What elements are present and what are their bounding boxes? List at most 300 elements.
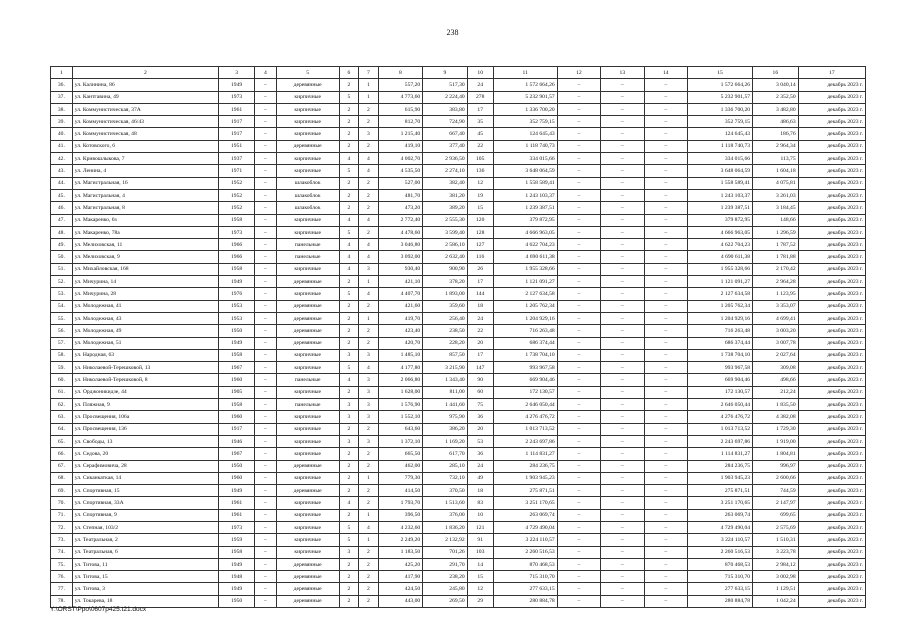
table-cell: 53. [51, 288, 73, 300]
table-cell: 716 263,48 [687, 325, 752, 337]
table-cell: 2 243 697,86 [493, 435, 557, 447]
table-cell: 12 [467, 583, 493, 595]
table-cell: 60. [51, 374, 73, 386]
table-cell: 1949 [219, 276, 255, 288]
table-row [51, 263, 866, 275]
table-cell: 417,90 [378, 571, 422, 583]
table-cell: – [557, 509, 600, 521]
table-cell: – [601, 116, 644, 128]
table-cell: 1 729,30 [753, 423, 799, 435]
table-cell: 24 [467, 312, 493, 324]
table-cell: 2 984,12 [753, 558, 799, 570]
table-cell: – [557, 337, 600, 349]
table-cell: 1 204 929,16 [687, 312, 752, 324]
table-row [51, 91, 866, 103]
table-cell: 2 632,40 [423, 251, 467, 263]
column-number-header: 7 [359, 67, 379, 79]
table-cell: ул. Токарева, 18 [72, 595, 219, 607]
table-cell: 2 [339, 116, 359, 128]
table-cell: 49 [467, 472, 493, 484]
table-row [51, 534, 866, 546]
table-cell: 424,50 [378, 583, 422, 595]
table-cell: – [644, 91, 687, 103]
table-cell: 2 [339, 386, 359, 398]
table-cell: кирпичные [276, 509, 339, 521]
table-cell: 2 [359, 177, 379, 189]
table-cell: декабрь 2023 г. [798, 79, 865, 91]
table-cell: – [557, 362, 600, 374]
table-cell: 74. [51, 546, 73, 558]
table-cell: 15 [467, 202, 493, 214]
column-number-header: 14 [644, 67, 687, 79]
table-cell: – [601, 386, 644, 398]
table-cell: 4 232,60 [378, 521, 422, 533]
table-cell: 63. [51, 411, 73, 423]
table-cell: 2 [339, 509, 359, 521]
table-cell: 716 263,48 [493, 325, 557, 337]
table-cell: декабрь 2023 г. [798, 116, 865, 128]
table-cell: 352 759,15 [493, 116, 557, 128]
table-cell: декабрь 2023 г. [798, 153, 865, 165]
table-cell: ул. Мичурина, 14 [72, 276, 219, 288]
table-cell: 275 871,51 [687, 485, 752, 497]
table-cell: кирпичные [276, 226, 339, 238]
table-cell: – [557, 448, 600, 460]
table-cell: 870 468,53 [687, 558, 752, 570]
table-cell: деревянные [276, 485, 339, 497]
table-cell: 557,20 [378, 79, 422, 91]
table-cell: 1 243 103,37 [493, 189, 557, 201]
table-cell: 4 [359, 165, 379, 177]
table-cell: 280 884,78 [493, 595, 557, 607]
table-cell: 48. [51, 226, 73, 238]
table-cell: 69. [51, 485, 73, 497]
table-cell: 278 [467, 91, 493, 103]
table-row [51, 300, 866, 312]
table-cell: 1 836,20 [423, 521, 467, 533]
table-cell: 1 013 713,52 [687, 423, 752, 435]
table-cell: 2 964,28 [753, 276, 799, 288]
table-cell: – [601, 300, 644, 312]
table-cell: – [557, 521, 600, 533]
table-row [51, 386, 866, 398]
table-cell: 17 [467, 349, 493, 361]
table-cell: 36 [467, 411, 493, 423]
table-cell: 4 [339, 251, 359, 263]
table-cell: 1973 [219, 521, 255, 533]
table-cell: 2 [359, 571, 379, 583]
table-cell: 291,70 [423, 558, 467, 570]
table-cell: панельные [276, 251, 339, 263]
table-cell: – [557, 312, 600, 324]
table-cell: 228,20 [423, 337, 467, 349]
table-cell: 2 [359, 546, 379, 558]
table-cell: 275 871,51 [493, 485, 557, 497]
table-cell: кирпичные [276, 448, 339, 460]
table-cell: ул. Спортивная, 33А [72, 497, 219, 509]
table-cell: – [601, 423, 644, 435]
table-cell: 370,50 [423, 485, 467, 497]
table-cell: ул. Орджоникидзе, 44 [72, 386, 219, 398]
column-number-header: 8 [378, 67, 422, 79]
table-cell: 172 130,57 [493, 386, 557, 398]
table-cell: 1 835,50 [753, 399, 799, 411]
table-cell: 5 232 901,57 [493, 91, 557, 103]
table-cell: 52. [51, 276, 73, 288]
table-cell: – [557, 546, 600, 558]
table-cell: 1 243 103,37 [687, 189, 752, 201]
table-cell: – [644, 251, 687, 263]
table-cell: ул. Театральная, 2 [72, 534, 219, 546]
table-cell: декабрь 2023 г. [798, 103, 865, 115]
table-cell: 39. [51, 116, 73, 128]
table-cell: 2 [359, 595, 379, 607]
table-cell: кирпичные [276, 349, 339, 361]
table-cell: 2 [359, 189, 379, 201]
table-cell: декабрь 2023 г. [798, 558, 865, 570]
table-cell: 4 177,80 [378, 362, 422, 374]
table-cell: 4 [359, 288, 379, 300]
table-cell: 1 [359, 276, 379, 288]
table-cell: – [255, 325, 277, 337]
table-cell: 1946 [219, 435, 255, 447]
table-row [51, 226, 866, 238]
table-row [51, 595, 866, 607]
table-cell: – [644, 79, 687, 91]
table-cell: 1 205 762,34 [493, 300, 557, 312]
table-cell: 1 955 328,66 [687, 263, 752, 275]
table-cell: декабрь 2023 г. [798, 226, 865, 238]
table-cell: – [255, 337, 277, 349]
table-cell: декабрь 2023 г. [798, 472, 865, 484]
table-cell: 2 [339, 276, 359, 288]
table-cell: 1958 [219, 214, 255, 226]
table-cell: 47. [51, 214, 73, 226]
table-cell: – [255, 140, 277, 152]
table-cell: 2 132,92 [423, 534, 467, 546]
table-cell: 186,76 [753, 128, 799, 140]
table-cell: – [557, 128, 600, 140]
table-cell: – [557, 472, 600, 484]
table-cell: – [557, 189, 600, 201]
table-cell: 36. [51, 79, 73, 91]
table-cell: 2 575,69 [753, 521, 799, 533]
table-cell: – [601, 91, 644, 103]
table-cell: 4 276 476,72 [687, 411, 752, 423]
table-cell: кирпичные [276, 153, 339, 165]
column-number-header: 12 [557, 67, 600, 79]
table-cell: 263 069,74 [687, 509, 752, 521]
table-cell: 1 804,81 [753, 448, 799, 460]
table-cell: 615,90 [378, 103, 422, 115]
table-cell: ул. Молодежная, 51 [72, 337, 219, 349]
table-cell: 2 [339, 460, 359, 472]
table-cell: – [255, 583, 277, 595]
table-cell: – [601, 435, 644, 447]
table-cell: – [601, 472, 644, 484]
table-cell: 870 468,53 [493, 558, 557, 570]
table-cell: 993 967,58 [687, 362, 752, 374]
table-cell: 1976 [219, 288, 255, 300]
table-cell: – [557, 423, 600, 435]
table-cell: – [557, 226, 600, 238]
table-cell: 10 [467, 509, 493, 521]
table-cell: 421,60 [378, 300, 422, 312]
table-cell: – [644, 128, 687, 140]
table-cell: 1 114 831,27 [687, 448, 752, 460]
table-cell: 1960 [219, 411, 255, 423]
table-cell: 425,20 [378, 558, 422, 570]
table-cell: 64. [51, 423, 73, 435]
table-cell: ул. Михайловская, 168 [72, 263, 219, 275]
table-cell: 811,00 [423, 386, 467, 398]
table-cell: деревянные [276, 300, 339, 312]
table-cell: декабрь 2023 г. [798, 325, 865, 337]
table-cell: 12 [467, 177, 493, 189]
table-cell: 1 [359, 534, 379, 546]
table-cell: 3 [359, 399, 379, 411]
table-cell: 113,75 [753, 153, 799, 165]
table-cell: – [255, 116, 277, 128]
table-cell: 732,10 [423, 472, 467, 484]
table-cell: декабрь 2023 г. [798, 423, 865, 435]
table-row [51, 325, 866, 337]
table-cell: 724,90 [423, 116, 467, 128]
table-cell: 1 485,10 [378, 349, 422, 361]
table-cell: 3 223,78 [753, 546, 799, 558]
table-cell: 1973 [219, 226, 255, 238]
table-cell: 105 [467, 153, 493, 165]
table-cell: 1 013 713,52 [493, 423, 557, 435]
table-cell: 2 [339, 128, 359, 140]
table-cell: 3 [359, 374, 379, 386]
table-cell: 1 604,18 [753, 165, 799, 177]
table-row [51, 337, 866, 349]
table-cell: 24 [467, 460, 493, 472]
table-cell: кирпичные [276, 423, 339, 435]
table-cell: – [255, 276, 277, 288]
table-cell: – [255, 165, 277, 177]
table-cell: 2 586,10 [423, 239, 467, 251]
table-cell: декабрь 2023 г. [798, 300, 865, 312]
table-cell: – [644, 263, 687, 275]
file-path-footer: Y:\ORST\Ppo\0607p425.t21.docx [50, 606, 147, 613]
table-cell: 90 [467, 374, 493, 386]
table-cell: – [644, 300, 687, 312]
table-cell: 1 781,88 [753, 251, 799, 263]
table-cell: – [601, 571, 644, 583]
table-cell: 2 [339, 177, 359, 189]
table-cell: – [601, 103, 644, 115]
table-cell: 20 [467, 423, 493, 435]
table-cell: 4 [359, 153, 379, 165]
table-cell: 1961 [219, 497, 255, 509]
table-cell: 3 353,07 [753, 300, 799, 312]
table-cell: 256,40 [423, 312, 467, 324]
table-cell: 4 690 611,38 [687, 251, 752, 263]
table-cell: ул. Свободы, 13 [72, 435, 219, 447]
table-cell: 2 [339, 189, 359, 201]
table-cell: 667,40 [423, 128, 467, 140]
table-cell: ул. Коммунистическая, 37А [72, 103, 219, 115]
table-cell: ул. Магистральная, 4 [72, 189, 219, 201]
table-cell: ул. Титова, 11 [72, 558, 219, 570]
table-cell: 2 [339, 325, 359, 337]
table-cell: 715 310,70 [687, 571, 752, 583]
table-cell: ул. Молодежная, 43 [72, 312, 219, 324]
table-cell: – [557, 300, 600, 312]
table-cell: – [557, 485, 600, 497]
table-cell: деревянные [276, 595, 339, 607]
table-cell: 4 622 704,23 [493, 239, 557, 251]
table-cell: 38. [51, 103, 73, 115]
table-cell: 2 [339, 472, 359, 484]
table-cell: – [557, 558, 600, 570]
table-cell: – [601, 276, 644, 288]
table-cell: 2 [359, 325, 379, 337]
table-cell: декабрь 2023 г. [798, 276, 865, 288]
table-cell: – [557, 116, 600, 128]
table-cell: 4 690 611,38 [493, 251, 557, 263]
table-cell: 44. [51, 177, 73, 189]
table-cell: кирпичные [276, 214, 339, 226]
table-cell: 857,50 [423, 349, 467, 361]
table-cell: декабрь 2023 г. [798, 411, 865, 423]
column-number-header: 13 [601, 67, 644, 79]
table-cell: 1 903 945,23 [493, 472, 557, 484]
table-cell: 121 [467, 521, 493, 533]
table-cell: 386,20 [423, 423, 467, 435]
table-cell: – [255, 226, 277, 238]
table-cell: – [557, 374, 600, 386]
table-cell: 2 [359, 116, 379, 128]
table-row [51, 251, 866, 263]
table-cell: 1949 [219, 79, 255, 91]
table-cell: 1949 [219, 337, 255, 349]
table-cell: – [557, 165, 600, 177]
column-number-header: 10 [467, 67, 493, 79]
table-row [51, 312, 866, 324]
column-number-header: 2 [72, 67, 219, 79]
table-cell: 1958 [219, 349, 255, 361]
table-cell: деревянные [276, 460, 339, 472]
table-cell: – [255, 435, 277, 447]
table-cell: 29 [467, 595, 493, 607]
table-cell: – [557, 595, 600, 607]
table-cell: ул. Титова, 15 [72, 571, 219, 583]
table-cell: 900,90 [423, 263, 467, 275]
table-cell: 127 [467, 239, 493, 251]
table-cell: ул. Николаевой-Терешковой, 8 [72, 374, 219, 386]
table-cell: 3 599,40 [423, 226, 467, 238]
table-cell: кирпичные [276, 103, 339, 115]
table-cell: – [255, 509, 277, 521]
table-cell: – [557, 460, 600, 472]
table-cell: – [557, 435, 600, 447]
table-cell: 1950 [219, 460, 255, 472]
table-cell: 20 [467, 337, 493, 349]
table-cell: 779,30 [378, 472, 422, 484]
table-cell: декабрь 2023 г. [798, 521, 865, 533]
table-cell: 77. [51, 583, 73, 595]
table-cell: 17 [467, 276, 493, 288]
table-cell: 45 [467, 128, 493, 140]
table-cell: 359,60 [423, 300, 467, 312]
table-cell: 68. [51, 472, 73, 484]
table-cell: декабрь 2023 г. [798, 485, 865, 497]
table-cell: 238,50 [423, 325, 467, 337]
table-cell: 285,10 [423, 460, 467, 472]
table-cell: – [255, 595, 277, 607]
table-cell: – [255, 91, 277, 103]
table-cell: 5 [339, 362, 359, 374]
table-row [51, 435, 866, 447]
table-cell: 1 042,24 [753, 595, 799, 607]
table-cell: 78. [51, 595, 73, 607]
table-cell: 996,97 [753, 460, 799, 472]
table-cell: – [557, 497, 600, 509]
table-cell: 91 [467, 534, 493, 546]
table-cell: 3 [339, 546, 359, 558]
table-cell: 3 [359, 435, 379, 447]
column-number-header: 4 [255, 67, 277, 79]
table-cell: – [255, 460, 277, 472]
table-cell: 2 [339, 202, 359, 214]
table-cell: деревянные [276, 140, 339, 152]
column-number-header: 1 [51, 67, 73, 79]
table-cell: 1 793,70 [378, 497, 422, 509]
table-cell: 83 [467, 497, 493, 509]
table-cell: – [644, 521, 687, 533]
table-cell: декабрь 2023 г. [798, 251, 865, 263]
table-cell: – [255, 300, 277, 312]
table-cell: 2 127 634,58 [493, 288, 557, 300]
table-cell: декабрь 2023 г. [798, 509, 865, 521]
table-cell: – [601, 448, 644, 460]
table-cell: ул. Коммунистическая, 46/43 [72, 116, 219, 128]
table-cell: 72. [51, 521, 73, 533]
table-cell: 53 [467, 435, 493, 447]
table-cell: 2 600,66 [753, 472, 799, 484]
table-cell: кирпичные [276, 386, 339, 398]
table-cell: – [557, 91, 600, 103]
table-cell: 686 374,44 [493, 337, 557, 349]
table-cell: – [255, 362, 277, 374]
table-cell: 1 893,00 [423, 288, 467, 300]
table-cell: декабрь 2023 г. [798, 189, 865, 201]
table-cell: 1 738 704,10 [687, 349, 752, 361]
table-cell: – [557, 411, 600, 423]
table-cell: 43. [51, 165, 73, 177]
table-cell: 17 [467, 103, 493, 115]
table-cell: декабрь 2023 г. [798, 571, 865, 583]
table-cell: кирпичные [276, 534, 339, 546]
table-cell: 51. [51, 263, 73, 275]
table-cell: 4 [339, 263, 359, 275]
table-cell: 419,10 [378, 140, 422, 152]
table-cell: 2 [339, 448, 359, 460]
table-cell: 1958 [219, 263, 255, 275]
table-cell: 517,30 [423, 79, 467, 91]
table-cell: 1952 [219, 202, 255, 214]
table-cell: – [601, 153, 644, 165]
table-cell: 35 [467, 116, 493, 128]
table-cell: 37. [51, 91, 73, 103]
table-cell: – [557, 140, 600, 152]
table-cell: 334 015,66 [493, 153, 557, 165]
table-cell: кирпичные [276, 435, 339, 447]
table-cell: 116 [467, 251, 493, 263]
